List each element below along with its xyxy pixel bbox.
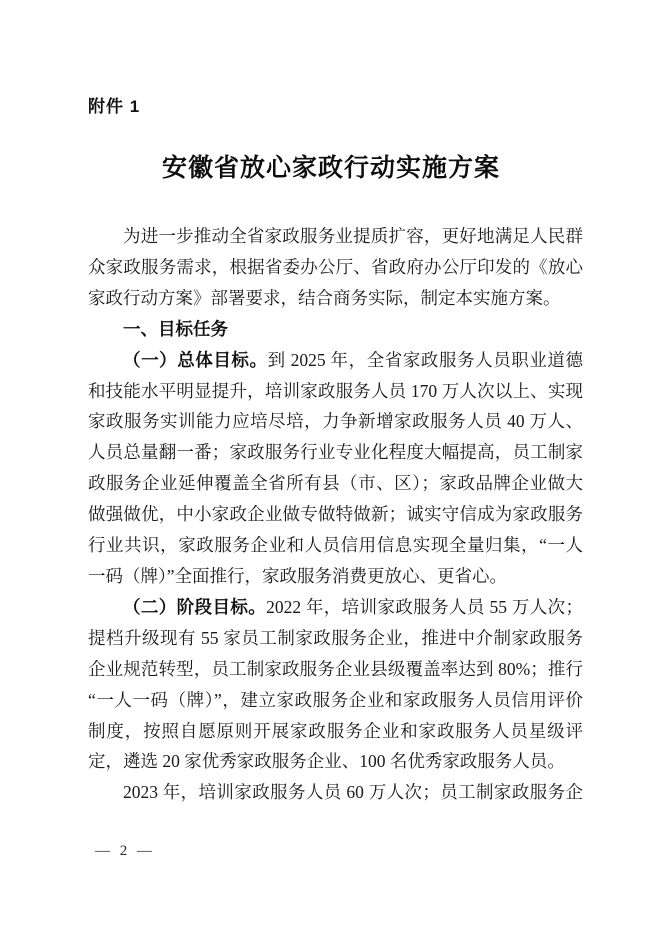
overall-goal-line-5: 政服务企业延伸覆盖全省所有县（市、区）；家政品牌企业做大 — [88, 473, 583, 494]
stage-goal-lead: （二）阶段目标。 — [123, 596, 267, 617]
document-body — [88, 221, 583, 808]
overall-goal-line-1 — [88, 345, 583, 376]
intro-line-1: 为进一步推动全省家政服务业提质扩容，更好地满足人民群 — [123, 226, 583, 246]
intro-line-3: 家政行动方案》部署要求，结合商务实际，制定本实施方案。 — [88, 287, 561, 308]
overall-goal-lead: （一）总体目标。 — [123, 349, 268, 370]
year-2023-line: 2023 年，培训家政服务人员 60 万人次；员工制家政服务企 — [123, 782, 583, 803]
intro-line-2: 众家政服务需求，根据省委办公厅、省政府办公厅印发的《放心 — [88, 256, 583, 277]
attachment-label: 附件 1 — [88, 97, 141, 116]
overall-goal-line-1-rest: 到 2025 年，全省家政服务人员职业道德 — [267, 349, 584, 370]
stage-goal-line-1-rest: 2022 年，培训家政服务人员 55 万人次； — [266, 596, 583, 617]
section-1-heading: 一、目标任务 — [123, 318, 228, 339]
stage-goal-line-2: 提档升级现有 55 家员工制家政服务企业，推进中介制家政服务 — [88, 627, 583, 648]
overall-goal-line-2: 和技能水平明显提升，培训家政服务人员 170 万人次以上、实现 — [88, 380, 583, 401]
overall-goal-line-8: 一码（牌）”全面推行，家政服务消费更放心、更省心。 — [88, 565, 508, 586]
stage-goal-line-1 — [88, 592, 583, 623]
stage-goal-line-4: “一人一码（牌）”，建立家政服务企业和家政服务人员信用评价 — [88, 689, 583, 710]
overall-goal-line-6: 做强做优，中小家政企业做专做特做新；诚实守信成为家政服务 — [88, 504, 583, 525]
overall-goal-line-3: 家政服务实训能力应培尽培，力争新增家政服务人员 40 万人、 — [88, 411, 583, 432]
page-number: — 2 — — [95, 843, 155, 859]
stage-goal-line-5: 制度，按照自愿原则开展家政服务企业和家政服务人员星级评 — [88, 720, 583, 741]
stage-goal-line-3: 企业规范转型，员工制家政服务企业县级覆盖率达到 80%；推行 — [88, 658, 583, 679]
stage-goal-line-6: 定，遴选 20 家优秀家政服务企业、100 名优秀家政服务人员。 — [88, 751, 565, 772]
document-title: 安徽省放心家政行动实施方案 — [161, 155, 500, 182]
overall-goal-line-7: 行业共识，家政服务企业和人员信用信息实现全量归集，“一人 — [88, 535, 583, 556]
overall-goal-line-4: 人员总量翻一番；家政服务行业专业化程度大幅提高，员工制家 — [88, 442, 583, 463]
